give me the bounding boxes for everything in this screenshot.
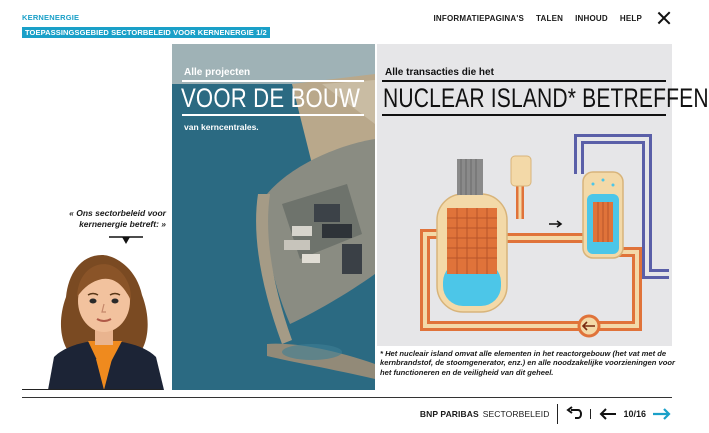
diagram-panel-big-title: NUCLEAR ISLAND* BETREFFEN: [383, 83, 709, 113]
divider: [182, 114, 364, 116]
breadcrumb-page-title: TOEPASSINGSGEBIED SECTORBELEID VOOR KERNENERGIE 1/2: [22, 27, 270, 38]
divider: [182, 80, 364, 82]
brand-sector: SECTORBELEID: [482, 409, 550, 419]
character-quote: « Ons sectorbeleid voor kernenergie betreft: »: [69, 208, 166, 229]
nav-inhoud[interactable]: INHOUD: [575, 13, 608, 23]
arrow-right-icon[interactable]: [652, 408, 672, 420]
close-icon[interactable]: [656, 10, 672, 26]
footer-bar: [420, 404, 672, 424]
diagram-panel-small-title: Alle transacties die het: [385, 67, 494, 78]
construction-photo-panel[interactable]: [172, 44, 375, 390]
undo-icon[interactable]: [566, 407, 582, 421]
nuclear-island-diagram-panel[interactable]: [377, 44, 709, 346]
panel-baseline: [22, 389, 162, 391]
nav-informatiepaginas[interactable]: INFORMATIEPAGINA'S: [433, 13, 525, 23]
character-panel: [22, 44, 172, 390]
photo-panel-small-title: Alle projecten: [184, 67, 251, 78]
divider: [382, 114, 666, 116]
photo-panel-big-title: VOOR DE BOUW: [181, 83, 361, 113]
top-navigation: [433, 10, 672, 26]
nav-help[interactable]: HELP: [619, 13, 642, 23]
page-indicator: 10/16: [623, 409, 646, 419]
footer-divider: [22, 397, 672, 398]
brand-name: BNP PARIBAS: [419, 409, 479, 419]
footer-separator: [590, 409, 591, 419]
speech-tick-icon: [109, 236, 143, 246]
nav-talen[interactable]: TALEN: [536, 13, 564, 23]
breadcrumb-section: KERNENERGIE: [22, 13, 80, 22]
photo-panel-subtitle: van kerncentrales.: [184, 122, 259, 132]
breadcrumb: [22, 13, 270, 40]
footer-separator: [557, 404, 558, 424]
divider: [382, 80, 666, 82]
arrow-left-icon[interactable]: [599, 408, 617, 420]
avatar: [44, 249, 174, 390]
diagram-footnote: * Het nucleair island omvat alle elementen in het reactorgebouw (het vat met de kernbrandstof, de stoomgenerator, enz.) en alle noodzakelijke voorzieningen voor het functioneren en de veiligheid van dit geheel.: [380, 349, 675, 377]
